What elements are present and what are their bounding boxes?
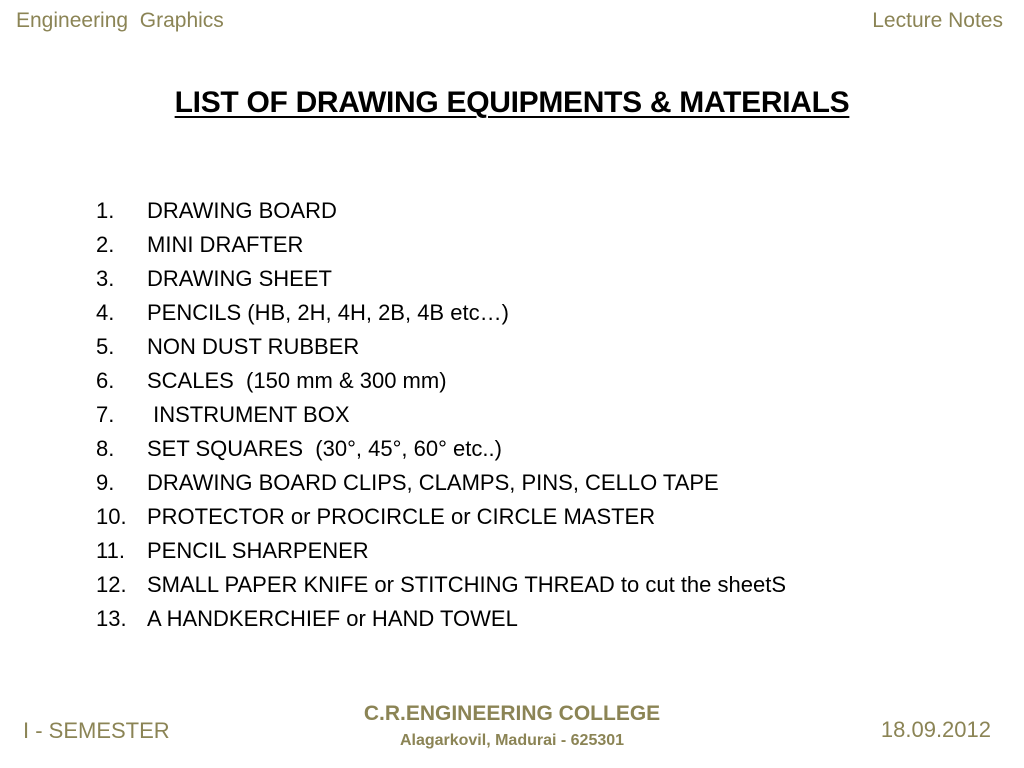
list-item-text: PROTECTOR or PROCIRCLE or CIRCLE MASTER bbox=[147, 504, 656, 529]
list-item bbox=[96, 195, 786, 229]
list-item-text: SET SQUARES (30°, 45°, 60° etc..) bbox=[147, 436, 502, 461]
footer-college bbox=[0, 701, 1024, 755]
list-item bbox=[96, 535, 786, 569]
list-item-text: DRAWING BOARD bbox=[147, 198, 337, 223]
list-item-text: PENCILS (HB, 2H, 4H, 2B, 4B etc…) bbox=[147, 300, 509, 325]
footer-date: 18.09.2012 bbox=[880, 717, 991, 742]
footer-semester: I - SEMESTER bbox=[23, 718, 170, 743]
slide-title: LIST OF DRAWING EQUIPMENTS & MATERIALS bbox=[174, 86, 850, 119]
list-item-number: 1. bbox=[96, 198, 115, 223]
header-subject: Engineering Graphics bbox=[16, 9, 224, 32]
header-document-type: Lecture Notes bbox=[872, 9, 1003, 32]
list-item-text: DRAWING SHEET bbox=[147, 266, 332, 291]
list-item-number: 7. bbox=[96, 402, 115, 427]
list-item-text: INSTRUMENT BOX bbox=[147, 402, 350, 427]
list-item-text: SCALES (150 mm & 300 mm) bbox=[147, 368, 447, 393]
list-item-text: NON DUST RUBBER bbox=[147, 334, 360, 359]
list-item-number: 12. bbox=[96, 572, 127, 597]
list-item bbox=[96, 297, 786, 331]
list-item-number: 11. bbox=[96, 538, 125, 563]
college-address: Alagarkovil, Madurai - 625301 bbox=[399, 732, 625, 749]
list-item bbox=[96, 263, 786, 297]
list-item bbox=[96, 365, 786, 399]
list-item-number: 13. bbox=[96, 606, 127, 631]
list-item bbox=[96, 467, 786, 501]
list-item bbox=[96, 501, 786, 535]
list-item bbox=[96, 229, 786, 263]
list-item-number: 10. bbox=[96, 504, 127, 529]
list-item bbox=[96, 569, 786, 603]
list-item-text: MINI DRAFTER bbox=[147, 232, 304, 257]
list-item-number: 2. bbox=[96, 232, 115, 257]
list-item bbox=[96, 331, 786, 365]
college-name: C.R.ENGINEERING COLLEGE bbox=[363, 702, 661, 725]
list-item-text: DRAWING BOARD CLIPS, CLAMPS, PINS, CELLO TAPE bbox=[147, 470, 719, 495]
list-item-number: 3. bbox=[96, 266, 115, 291]
list-item-text: A HANDKERCHIEF or HAND TOWEL bbox=[147, 606, 518, 631]
list-item-number: 6. bbox=[96, 368, 115, 393]
list-item-number: 8. bbox=[96, 436, 115, 461]
list-item bbox=[96, 399, 786, 433]
list-item-text: SMALL PAPER KNIFE or STITCHING THREAD to cut the sheetS bbox=[147, 572, 787, 597]
equipment-list bbox=[96, 195, 786, 637]
list-item-number: 4. bbox=[96, 300, 115, 325]
list-item bbox=[96, 603, 786, 637]
list-item bbox=[96, 433, 786, 467]
list-item-number: 9. bbox=[96, 470, 115, 495]
list-item-text: PENCIL SHARPENER bbox=[147, 538, 369, 563]
list-item-number: 5. bbox=[96, 334, 115, 359]
